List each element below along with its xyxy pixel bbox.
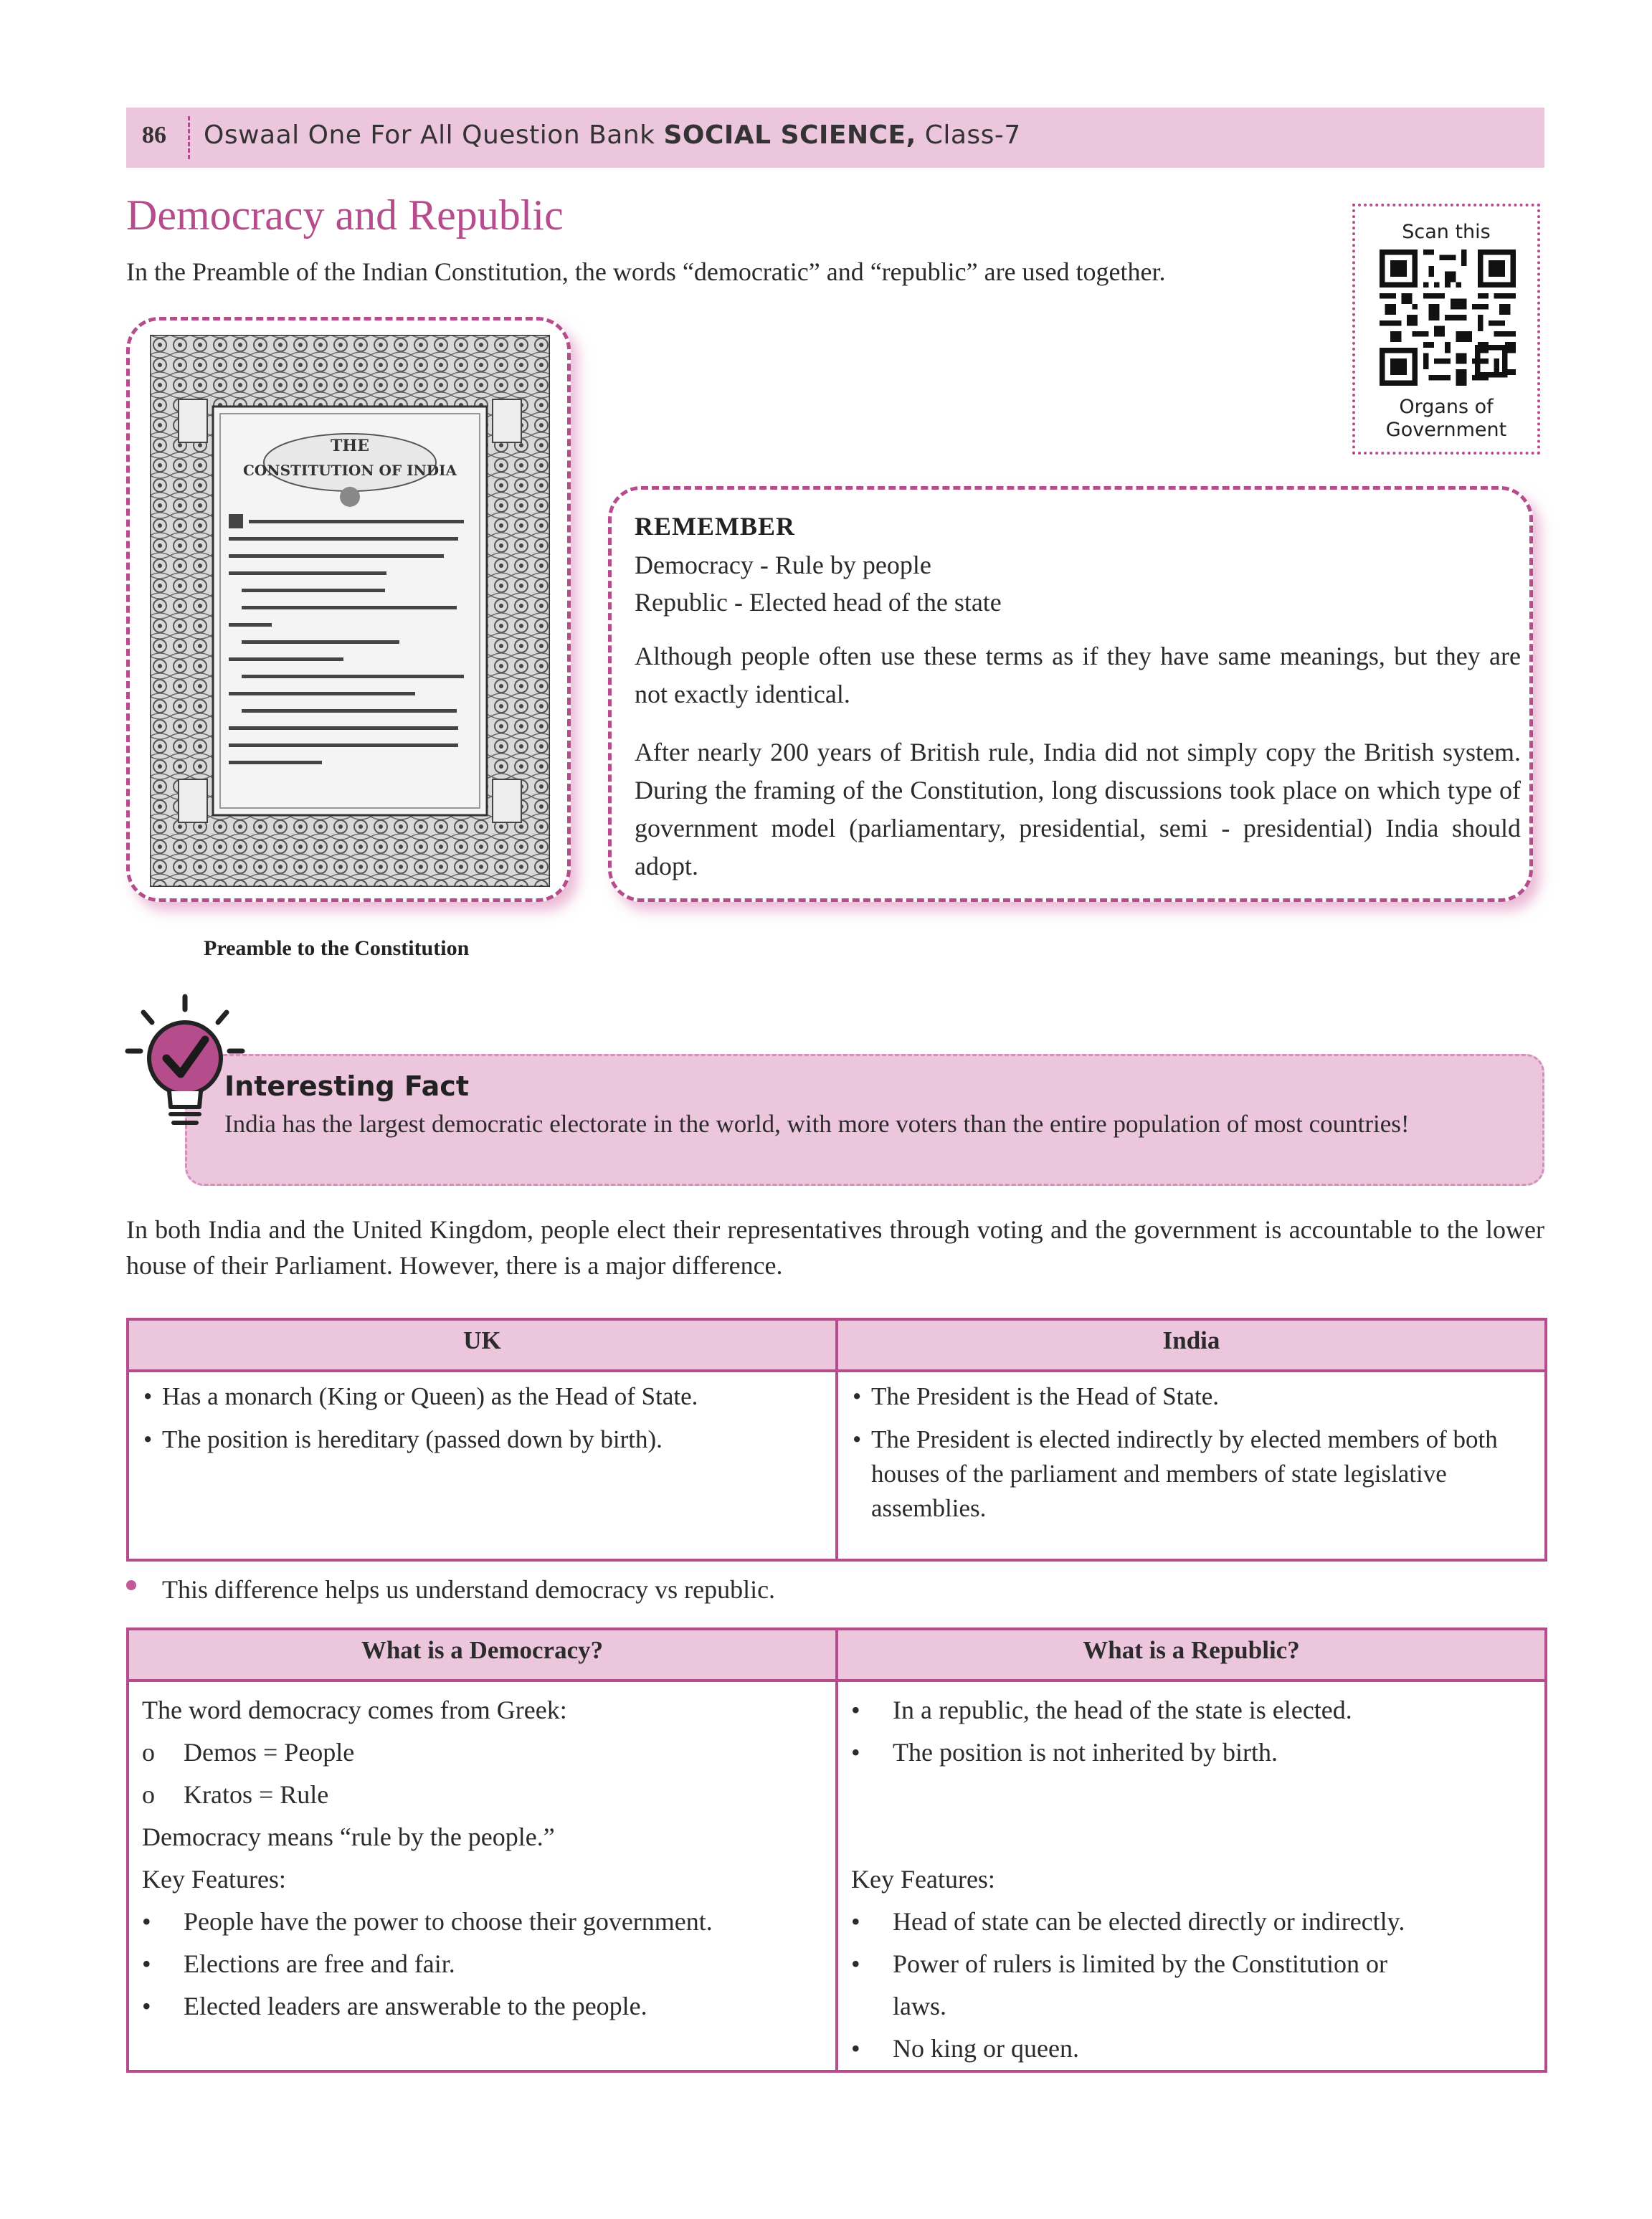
list-item: • Has a monarch (King or Queen) as the Head of State.: [142, 1379, 824, 1414]
list-item: [142, 1774, 824, 1816]
remember-paragraph: After nearly 200 years of British rule, India did not simply copy the British system. During the framing of the Constitution, long discussions took place on which type of government model (parliamentary, presidential, semi - presidential) India should adopt.: [635, 738, 1521, 880]
qr-scan-label: Scan this: [1402, 221, 1491, 243]
india-list: [851, 1379, 1533, 1526]
qr-caption: [1355, 396, 1537, 442]
intro-text: In the Preamble of the Indian Constitution, the words “democratic” and “republic” are used together.: [126, 257, 1166, 286]
list-item: • The President is elected indirectly by elected members of both houses of the parliament and members of state legislative assemblies.: [851, 1422, 1533, 1526]
root-word: Demos = People: [184, 1738, 355, 1767]
list-item: [851, 1689, 1533, 1731]
table-row: [128, 1371, 1546, 1560]
feature-text: Elections are free and fair.: [184, 1949, 455, 1978]
bullet-icon: [126, 1580, 136, 1590]
uk-cell: [128, 1371, 837, 1560]
feature-text: Power of rulers is limited by the Constitution or: [893, 1949, 1387, 1978]
bullet-icon: •: [142, 1949, 151, 1978]
democracy-intro: The word democracy comes from Greek:: [142, 1696, 567, 1724]
preamble-title-the: THE: [331, 437, 369, 455]
book-class: Class-7: [916, 120, 1021, 150]
democracy-meaning: Democracy means “rule by the people.”: [142, 1823, 555, 1851]
comparison-intro: In both India and the United Kingdom, people elect their representatives through voting and the government is accountable to the lower house of their Parliament. However, there is a major difference.: [126, 1215, 1544, 1280]
qr-box[interactable]: [1352, 204, 1540, 455]
table-row: [128, 1681, 1546, 2071]
remember-box: [608, 486, 1533, 902]
democracy-cell: [128, 1681, 837, 2071]
spacer: [851, 1774, 1533, 1816]
uk-list: [142, 1379, 824, 1457]
preamble-image-frame: [126, 317, 571, 902]
feature-text: No king or queen.: [893, 2034, 1079, 2063]
qr-caption-line: Government: [1385, 419, 1507, 441]
remember-definition: Democracy - Rule by people: [635, 551, 931, 579]
section-title: Democracy and Republic: [126, 191, 564, 239]
democracy-republic-table: [126, 1628, 1547, 2073]
point-text: In a republic, the head of the state is elected.: [893, 1696, 1352, 1724]
fact-heading: Interesting Fact: [224, 1070, 469, 1102]
bullet-icon: •: [851, 1907, 860, 1936]
list-item: [851, 1901, 1533, 1943]
features-label: Key Features:: [851, 1865, 995, 1893]
page-number: 86: [142, 122, 166, 148]
spacer: [851, 1816, 1533, 1858]
republic-cell: [837, 1681, 1546, 2071]
bullet-icon: •: [142, 1907, 151, 1936]
feature-text: Elected leaders are answerable to the people.: [184, 1992, 647, 2020]
remember-definition: Republic - Elected head of the state: [635, 588, 1002, 617]
table-header-row: [128, 1629, 1546, 1681]
list-item: • The President is the Head of State.: [851, 1379, 1533, 1414]
column-header: What is a Democracy?: [128, 1629, 837, 1681]
bullet-note: This difference helps us understand democracy vs republic.: [162, 1575, 776, 1604]
list-item-continuation: [851, 1985, 1533, 2028]
bullet-icon: •: [851, 2034, 860, 2063]
preamble-caption: Preamble to the Constitution: [204, 936, 470, 960]
remember-heading: REMEMBER: [635, 512, 795, 541]
list-item: [142, 1901, 824, 1943]
list-item: [851, 1943, 1533, 1985]
list-item: [142, 1943, 824, 1985]
bullet-icon: •: [142, 1992, 151, 2020]
list-item: [851, 1731, 1533, 1774]
feature-text: Head of state can be elected directly or indirectly.: [893, 1907, 1405, 1936]
book-title-prefix: Oswaal One For All Question Bank: [204, 120, 664, 150]
qr-code-icon[interactable]: [1380, 250, 1516, 386]
qr-caption-line: Organs of: [1399, 396, 1494, 418]
india-cell: [837, 1371, 1546, 1560]
book-title: [204, 120, 1021, 150]
marker: o: [142, 1738, 155, 1767]
preamble-title: CONSTITUTION OF INDIA: [243, 462, 457, 479]
list-item: [851, 2028, 1533, 2070]
header-band: [126, 108, 1544, 168]
fact-text: India has the largest democratic electorate in the world, with more voters than the entire population of most countries!: [224, 1110, 1410, 1138]
remember-paragraph: Although people often use these terms as if they have same meanings, but they are not exactly identical.: [635, 642, 1521, 708]
bullet-icon: •: [851, 1696, 860, 1724]
lightbulb-check-icon: [122, 992, 251, 1157]
marker: o: [142, 1780, 155, 1809]
point-text: The position is not inherited by birth.: [893, 1738, 1278, 1767]
table-header-row: [128, 1319, 1546, 1371]
bullet-icon: •: [851, 1738, 860, 1767]
root-word: Kratos = Rule: [184, 1780, 329, 1809]
interesting-fact-box: [185, 1054, 1544, 1186]
feature-text: laws.: [893, 1992, 946, 2020]
column-header: India: [837, 1319, 1546, 1371]
book-subject: SOCIAL SCIENCE,: [663, 120, 916, 150]
preamble-image: [150, 335, 550, 887]
feature-text: People have the power to choose their government.: [184, 1907, 713, 1936]
bullet-icon: •: [851, 1949, 860, 1978]
list-item: [142, 1731, 824, 1774]
header-divider: [188, 116, 190, 159]
column-header: What is a Republic?: [837, 1629, 1546, 1681]
list-item: [142, 1985, 824, 2028]
list-item: • The position is hereditary (passed down by birth).: [142, 1422, 824, 1457]
uk-india-table: [126, 1318, 1547, 1562]
column-header: UK: [128, 1319, 837, 1371]
features-label: Key Features:: [142, 1865, 286, 1893]
